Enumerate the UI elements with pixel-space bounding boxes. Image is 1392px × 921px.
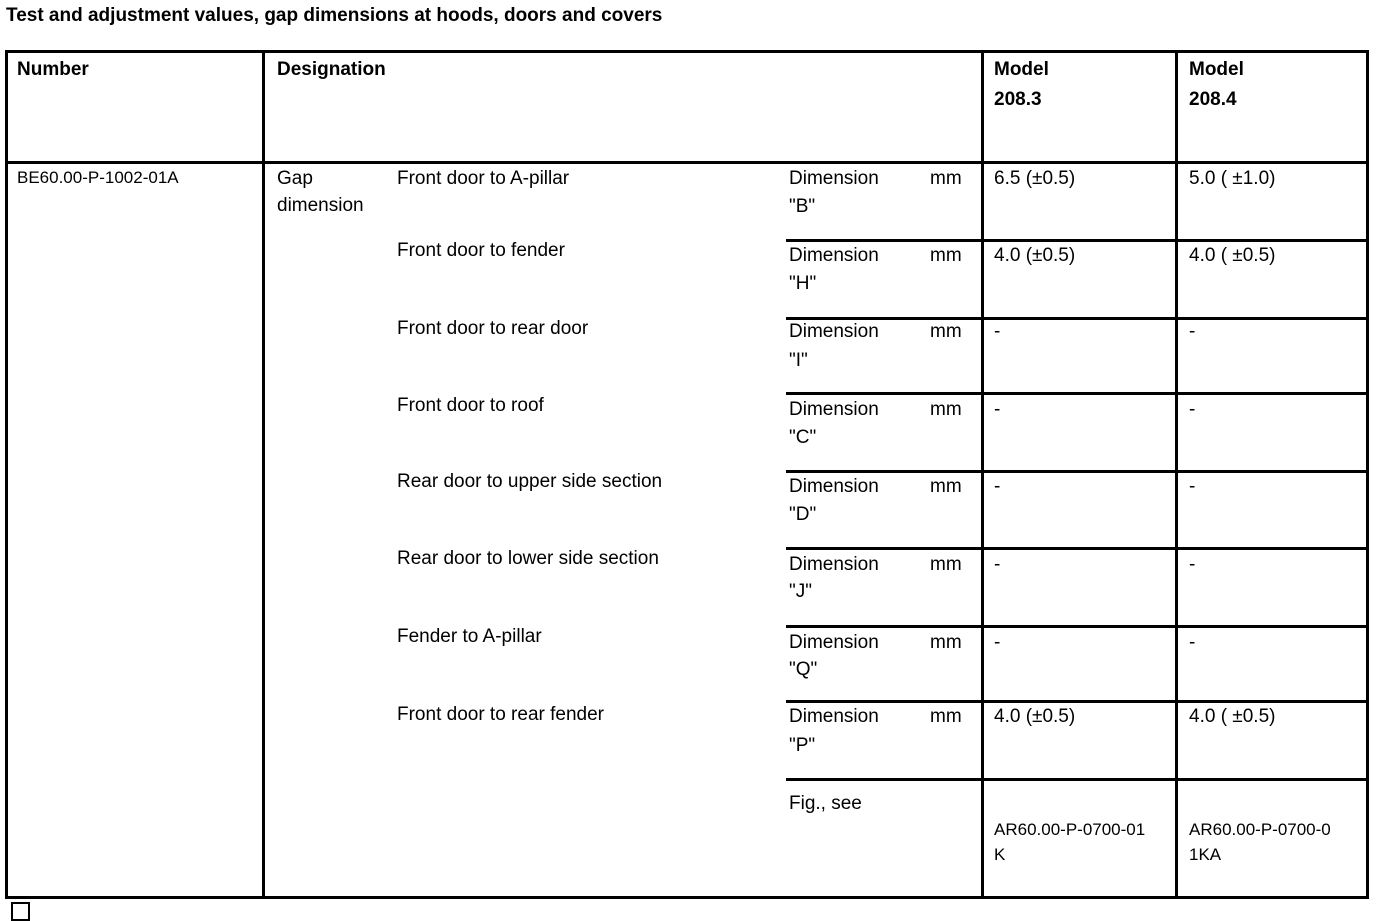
- item-code: "Q": [789, 659, 818, 680]
- item-dimension: Dimension: [789, 476, 879, 497]
- header-designation: Designation: [277, 59, 386, 80]
- header-model-208-4-value: 208.4: [1189, 89, 1237, 110]
- item-value-208-3: -: [994, 476, 1001, 497]
- item-code: "C": [789, 427, 817, 448]
- item-value-208-3: -: [994, 399, 1001, 420]
- item-value-208-4: -: [1189, 399, 1196, 420]
- item-label: Fender to A-pillar: [397, 626, 542, 647]
- item-value-208-3: 4.0 (±0.5): [994, 706, 1076, 727]
- row-number: BE60.00-P-1002-01A: [17, 168, 179, 187]
- item-value-208-4: 5.0 ( ±1.0): [1189, 168, 1276, 189]
- figure-ref-208-3[interactable]: AR60.00-P-0700-01: [994, 820, 1146, 839]
- item-label: Rear door to lower side section: [397, 548, 659, 569]
- item-unit: mm: [930, 245, 962, 266]
- item-value-208-3: 6.5 (±0.5): [994, 168, 1076, 189]
- header-model-208-4-label: Model: [1189, 59, 1244, 80]
- header-model-208-3-value: 208.3: [994, 89, 1042, 110]
- figure-ref-208-3[interactable]: K: [994, 845, 1006, 864]
- item-label: Front door to A-pillar: [397, 168, 570, 189]
- item-unit: mm: [930, 321, 962, 342]
- item-label: Front door to rear door: [397, 318, 589, 339]
- item-value-208-4: 4.0 ( ±0.5): [1189, 706, 1276, 727]
- item-label: Front door to roof: [397, 395, 544, 416]
- item-dimension: Dimension: [789, 245, 879, 266]
- row-designation: Gap: [277, 168, 313, 189]
- item-value-208-4: -: [1189, 321, 1196, 342]
- item-value-208-3: -: [994, 554, 1001, 575]
- item-value-208-4: -: [1189, 632, 1196, 653]
- item-code: "H": [789, 273, 817, 294]
- page-title: Test and adjustment values, gap dimensions at hoods, doors and covers: [6, 5, 663, 26]
- item-unit: mm: [930, 476, 962, 497]
- figure-label: Fig., see: [789, 793, 862, 814]
- item-label: Front door to fender: [397, 240, 565, 261]
- item-unit: mm: [930, 399, 962, 420]
- item-unit: mm: [930, 706, 962, 727]
- header-divider: [5, 161, 1369, 164]
- item-unit: mm: [930, 554, 962, 575]
- row-divider: [786, 778, 1369, 781]
- item-dimension: Dimension: [789, 399, 879, 420]
- header-model-208-3-label: Model: [994, 59, 1049, 80]
- item-value-208-3: -: [994, 632, 1001, 653]
- item-dimension: Dimension: [789, 632, 879, 653]
- header-number: Number: [17, 59, 89, 80]
- column-divider: [981, 50, 984, 899]
- item-value-208-4: 4.0 ( ±0.5): [1189, 245, 1276, 266]
- item-code: "J": [789, 581, 812, 602]
- item-code: "B": [789, 196, 816, 217]
- item-dimension: Dimension: [789, 321, 879, 342]
- item-dimension: Dimension: [789, 554, 879, 575]
- item-unit: mm: [930, 632, 962, 653]
- item-code: "D": [789, 504, 817, 525]
- row-designation: dimension: [277, 195, 364, 216]
- figure-ref-208-4[interactable]: 1KA: [1189, 845, 1222, 864]
- checkbox[interactable]: [11, 902, 30, 921]
- column-divider: [262, 50, 265, 899]
- row-divider: [786, 625, 1369, 628]
- item-label: Rear door to upper side section: [397, 471, 663, 492]
- item-value-208-4: -: [1189, 554, 1196, 575]
- item-value-208-4: -: [1189, 476, 1196, 497]
- figure-ref-208-4[interactable]: AR60.00-P-0700-0: [1189, 820, 1331, 839]
- item-dimension: Dimension: [789, 168, 879, 189]
- item-value-208-3: 4.0 (±0.5): [994, 245, 1076, 266]
- adjustment-table: [5, 50, 1369, 899]
- row-divider: [786, 547, 1369, 550]
- item-code: "I": [789, 350, 808, 371]
- item-code: "P": [789, 735, 816, 756]
- item-label: Front door to rear fender: [397, 704, 604, 725]
- column-divider: [1175, 50, 1178, 899]
- item-value-208-3: -: [994, 321, 1001, 342]
- row-divider: [786, 392, 1369, 395]
- item-unit: mm: [930, 168, 962, 189]
- item-dimension: Dimension: [789, 706, 879, 727]
